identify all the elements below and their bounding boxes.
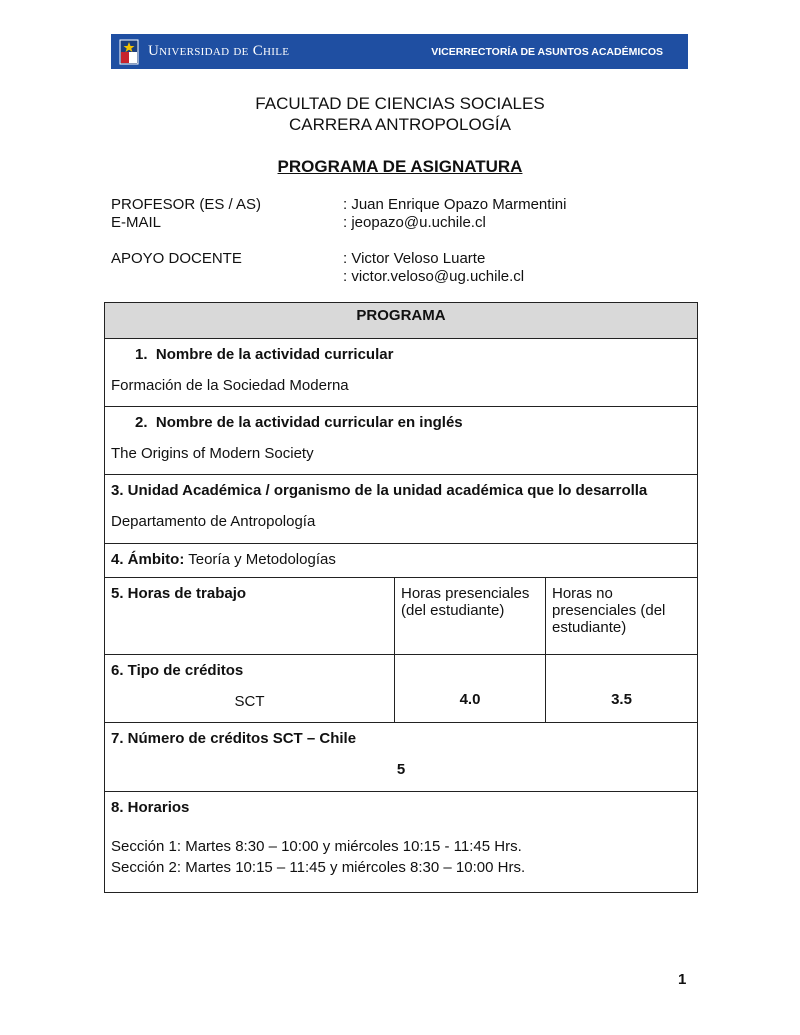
section-2-value: The Origins of Modern Society — [111, 445, 314, 462]
program-title: PROGRAMA DE ASIGNATURA — [277, 157, 523, 176]
faculty-title: FACULTAD DE CIENCIAS SOCIALES — [255, 94, 545, 113]
section-1-title: Nombre de la actividad curricular — [155, 346, 394, 363]
section-4-value: Teoría y Metodologías — [188, 551, 336, 568]
section-2 — [105, 407, 698, 475]
horario-seccion-1: Sección 1: Martes 8:30 – 10:00 y miércoles 10:15 - 11:45 Hrs. — [111, 838, 522, 855]
section-4 — [105, 544, 698, 578]
section-3 — [105, 475, 698, 544]
apoyo-email: : victor.veloso@ug.uchile.cl — [343, 268, 525, 285]
apoyo-value: : Victor Veloso Luarte — [343, 250, 486, 267]
profesor-label: PROFESOR (ES / AS) — [111, 196, 262, 213]
email-value: : jeopazo@u.uchile.cl — [343, 214, 486, 231]
vicerrectoria-label: VICERRECTORÍA DE ASUNTOS ACADÉMICOS — [431, 45, 663, 58]
career-title: CARRERA ANTROPOLOGÍA — [289, 115, 511, 134]
page-number: 1 — [678, 971, 687, 988]
section-1 — [105, 339, 698, 407]
section-2-title: Nombre de la actividad curricular en inglés — [155, 414, 463, 431]
section-3-value: Departamento de Antropología — [111, 513, 316, 530]
section-6 — [105, 655, 395, 723]
programa-table — [104, 302, 698, 893]
section-5-title: 5. Horas de trabajo — [105, 578, 395, 655]
section-7-value: 5 — [396, 761, 406, 778]
section-7-title: 7. Número de créditos SCT – Chile — [111, 730, 357, 747]
section-8 — [105, 792, 698, 893]
section-2-number: 2. — [135, 414, 148, 431]
section-3-title: 3. Unidad Académica / organismo de la unidad académica que lo desarrolla — [111, 482, 648, 499]
section-1-number: 1. — [135, 346, 148, 363]
horas-no-presenciales-value: 3.5 — [546, 655, 698, 723]
programa-header: PROGRAMA — [105, 303, 698, 339]
horas-presenciales-header: Horas presenciales (del estudiante) — [395, 578, 546, 655]
university-name: Universidad de Chile — [148, 43, 290, 59]
profesor-value: : Juan Enrique Opazo Marmentini — [343, 196, 567, 213]
section-7 — [105, 723, 698, 792]
university-crest-icon — [118, 38, 140, 66]
section-1-value: Formación de la Sociedad Moderna — [111, 377, 349, 394]
section-6-title: 6. Tipo de créditos — [111, 662, 244, 679]
university-banner — [111, 34, 688, 69]
section-8-title: 8. Horarios — [111, 799, 190, 816]
email-label: E-MAIL — [111, 214, 162, 231]
credit-type-value: SCT — [234, 693, 265, 710]
horas-presenciales-value: 4.0 — [395, 655, 546, 723]
horas-no-presenciales-header: Horas no presenciales (del estudiante) — [546, 578, 698, 655]
apoyo-label: APOYO DOCENTE — [111, 250, 242, 267]
section-4-title: 4. Ámbito: — [111, 551, 185, 568]
horario-seccion-2: Sección 2: Martes 10:15 – 11:45 y miércoles 8:30 – 10:00 Hrs. — [111, 859, 526, 876]
